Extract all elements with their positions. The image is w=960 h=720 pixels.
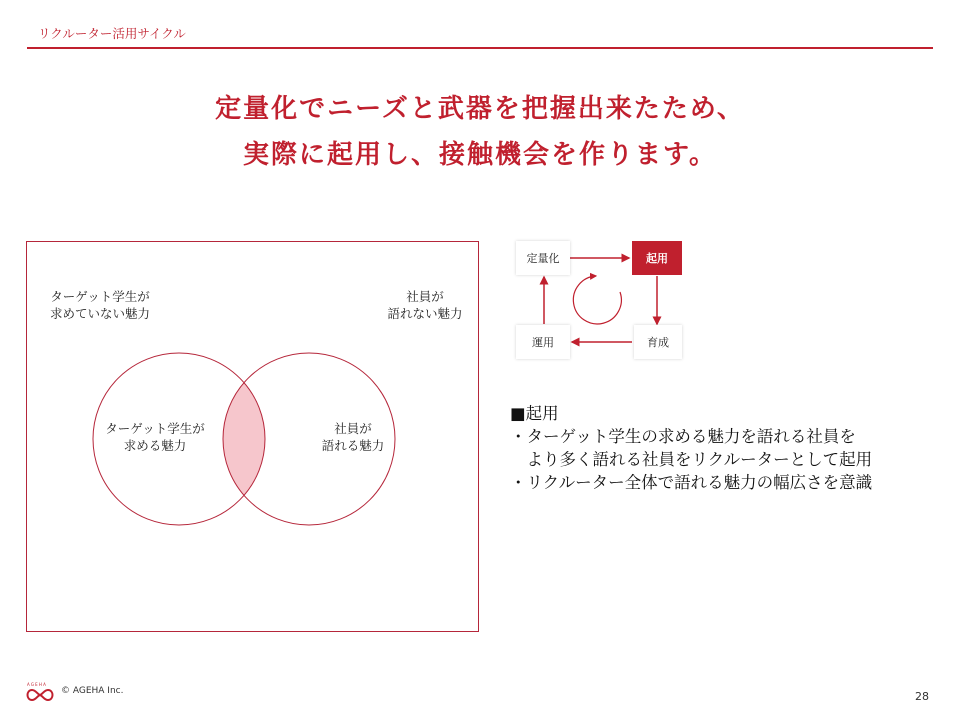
venn-right-line-1: 社員が bbox=[334, 421, 372, 436]
cycle-step-operate: 運用 bbox=[516, 325, 570, 359]
cycle-step-appoint: 起用 bbox=[632, 241, 682, 275]
venn-left-circle-label bbox=[95, 420, 215, 454]
logo-text: AGEHA bbox=[27, 682, 48, 687]
venn-outer-right-line-2: 語れない魅力 bbox=[387, 306, 463, 321]
venn-outer-left-line-1: ターゲット学生が bbox=[50, 289, 150, 304]
venn-outer-right-label bbox=[370, 288, 480, 322]
description-line-2: より多く語れる社員をリクルーターとして起用 bbox=[510, 450, 873, 469]
headline-line-1: 定量化でニーズと武器を把握出来たため、 bbox=[215, 94, 745, 124]
venn-right-line-2: 語れる魅力 bbox=[321, 438, 385, 453]
cycle-circular-arrow bbox=[573, 276, 621, 324]
description-heading: ■起用 bbox=[510, 404, 559, 423]
logo-mark bbox=[28, 690, 53, 700]
header-divider bbox=[27, 47, 933, 49]
venn-left-line-2: 求める魅力 bbox=[123, 438, 187, 453]
cycle-step-quantify: 定量化 bbox=[516, 241, 570, 275]
description-block bbox=[510, 402, 872, 494]
ageha-logo bbox=[24, 681, 56, 703]
section-title: リクルーター活用サイクル bbox=[38, 26, 186, 41]
venn-left-line-1: ターゲット学生が bbox=[105, 421, 205, 436]
description-line-1: ・ターゲット学生の求める魅力を語れる社員を bbox=[510, 427, 856, 446]
venn-right-circle-label bbox=[303, 420, 403, 454]
venn-outer-right-line-1: 社員が bbox=[406, 289, 444, 304]
cycle-step-develop: 育成 bbox=[634, 325, 682, 359]
page-number: 28 bbox=[915, 690, 929, 703]
venn-outer-left-line-2: 求めていない魅力 bbox=[49, 306, 150, 321]
headline-line-2: 実際に起用し、接触機会を作ります。 bbox=[243, 140, 717, 170]
description-line-3: ・リクルーター全体で語れる魅力の幅広さを意識 bbox=[510, 473, 873, 492]
copyright: © AGEHA Inc. bbox=[61, 686, 124, 696]
venn-outer-left-label bbox=[40, 288, 160, 322]
